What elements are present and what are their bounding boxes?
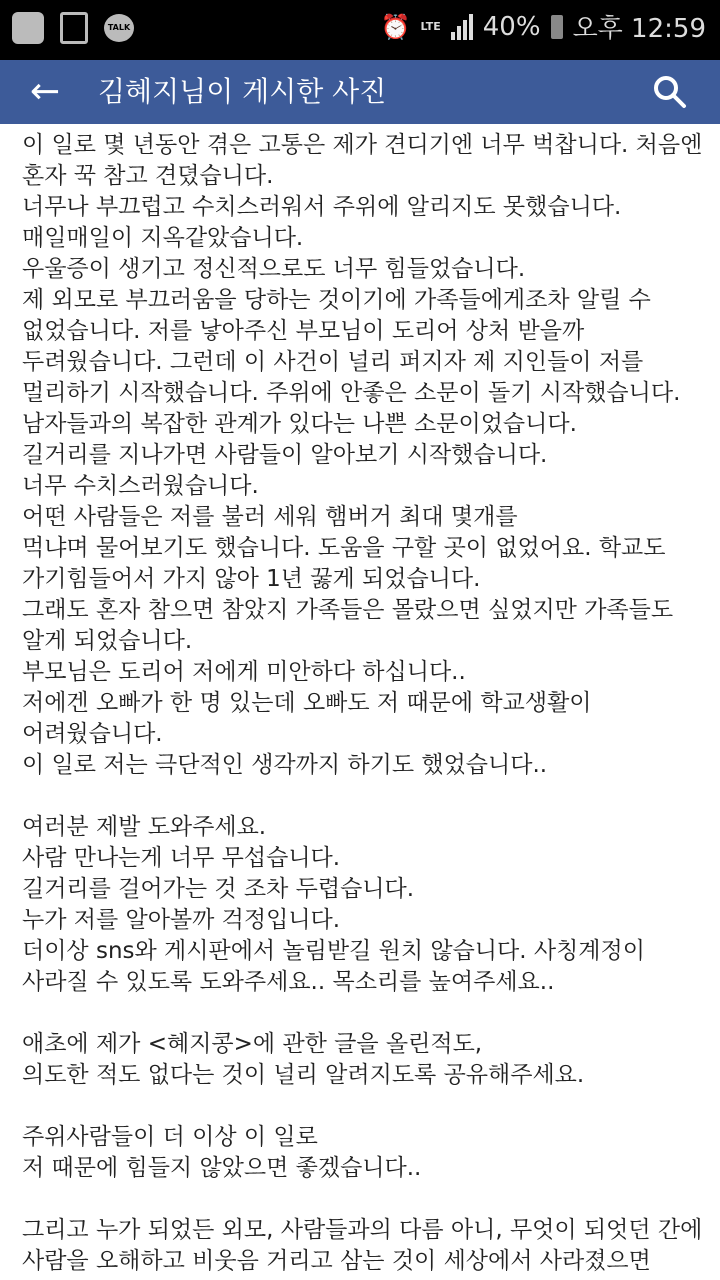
post-text-line: 우울증이 생기고 정신적으로도 너무 힘들었습니다.: [22, 256, 526, 282]
status-bar: [0, 0, 720, 60]
alarm-icon: ⏰: [380, 12, 411, 41]
post-text-line: 어려웠습니다.: [22, 721, 163, 747]
signal-icon: [451, 14, 473, 40]
post-text-line: 여러분 제발 도와주세요.: [22, 814, 267, 840]
post-text-line: 저에겐 오빠가 한 명 있는데 오빠도 저 때문에 학교생활이: [22, 690, 592, 716]
post-text-line: 저 때문에 힘들지 않았으면 좋겠습니다..: [22, 1155, 422, 1181]
blank-line: [22, 1184, 712, 1215]
post-text-line: 두려웠습니다. 그런데 이 사건이 널리 퍼지자 제 지인들이 저를: [22, 349, 644, 375]
post-text-line: 너무나 부끄럽고 수치스러워서 주위에 알리지도 못했습니다.: [22, 194, 622, 220]
post-text-line: 제 외모로 부끄러움을 당하는 것이기에 가족들에게조차 알릴 수: [22, 287, 651, 313]
page-title: 김혜지님이 게시한 사진: [98, 75, 387, 108]
post-text-line: 너무 수치스러웠습니다.: [22, 473, 259, 499]
blank-line: [22, 998, 712, 1029]
post-text-line: 그래도 혼자 참으면 참았지 가족들은 몰랐으면 싶었지만 가족들도: [22, 597, 674, 623]
kakaotalk-icon: TALK: [104, 14, 134, 42]
post-text-line: 먹냐며 물어보기도 했습니다. 도움을 구할 곳이 없었어요. 학교도: [22, 535, 666, 561]
post-text: [22, 130, 712, 1277]
post-text-line: 애초에 제가 <혜지콩>에 관한 글을 올린적도,: [22, 1031, 483, 1057]
post-text-line: 그리고 누가 되었든 외모, 사람들과의 다름 아니, 무엇이 되엇던 간에: [22, 1217, 703, 1243]
post-text-line: 알게 되었습니다.: [22, 628, 193, 654]
post-text-line: 사람을 오해하고 비웃음 거리고 삼는 것이 세상에서 사라졌으면: [22, 1248, 651, 1274]
post-text-line: 의도한 적도 없다는 것이 널리 알려지도록 공유해주세요.: [22, 1062, 585, 1088]
post-text-line: 주위사람들이 더 이상 이 일로: [22, 1124, 318, 1150]
uplus-app-icon: [12, 12, 44, 44]
post-text-line: 사라질 수 있도록 도와주세요.. 목소리를 높여주세요..: [22, 969, 555, 995]
gallery-icon: [60, 12, 88, 44]
post-text-line: 이 일로 저는 극단적인 생각까지 하기도 했었습니다..: [22, 752, 548, 778]
search-icon[interactable]: [652, 74, 688, 110]
app-bar: [0, 60, 720, 124]
battery-charging-icon: [551, 15, 563, 39]
post-text-line: 혼자 꾹 참고 견뎠습니다.: [22, 163, 274, 189]
post-text-line: 길거리를 지나가면 사람들이 알아보기 시작했습니다.: [22, 442, 548, 468]
post-text-line: 어떤 사람들은 저를 불러 세워 햄버거 최대 몇개를: [22, 504, 518, 530]
lte-indicator: LTE: [420, 20, 441, 33]
post-text-line: 남자들과의 복잡한 관계가 있다는 나쁜 소문이었습니다.: [22, 411, 577, 437]
clock: 오후 12:59: [572, 14, 706, 44]
post-text-line: 없었습니다. 저를 낳아주신 부모님이 도리어 상처 받을까: [22, 318, 585, 344]
post-text-line: 이 일로 몇 년동안 겪은 고통은 제가 견디기엔 너무 벅찹니다. 처음엔: [22, 132, 703, 158]
post-text-line: 가기힘들어서 가지 않아 1년 꿇게 되었습니다.: [22, 566, 481, 592]
post-text-line: 더이상 sns와 게시판에서 놀림받길 원치 않습니다. 사칭계정이: [22, 938, 645, 964]
post-text-line: 누가 저를 알아볼까 걱정입니다.: [22, 907, 341, 933]
post-text-line: 길거리를 걸어가는 것 조차 두렵습니다.: [22, 876, 415, 902]
post-text-line: 부모님은 도리어 저에게 미안하다 하십니다..: [22, 659, 466, 685]
blank-line: [22, 1091, 712, 1122]
battery-percent: 40%: [482, 11, 541, 42]
post-text-line: 사람 만나는게 너무 무섭습니다.: [22, 845, 341, 871]
back-arrow-icon[interactable]: ←: [30, 71, 61, 112]
post-text-line: 매일매일이 지옥같았습니다.: [22, 225, 304, 251]
post-text-line: 멀리하기 시작했습니다. 주위에 안좋은 소문이 돌기 시작했습니다.: [22, 380, 681, 406]
blank-line: [22, 781, 712, 812]
